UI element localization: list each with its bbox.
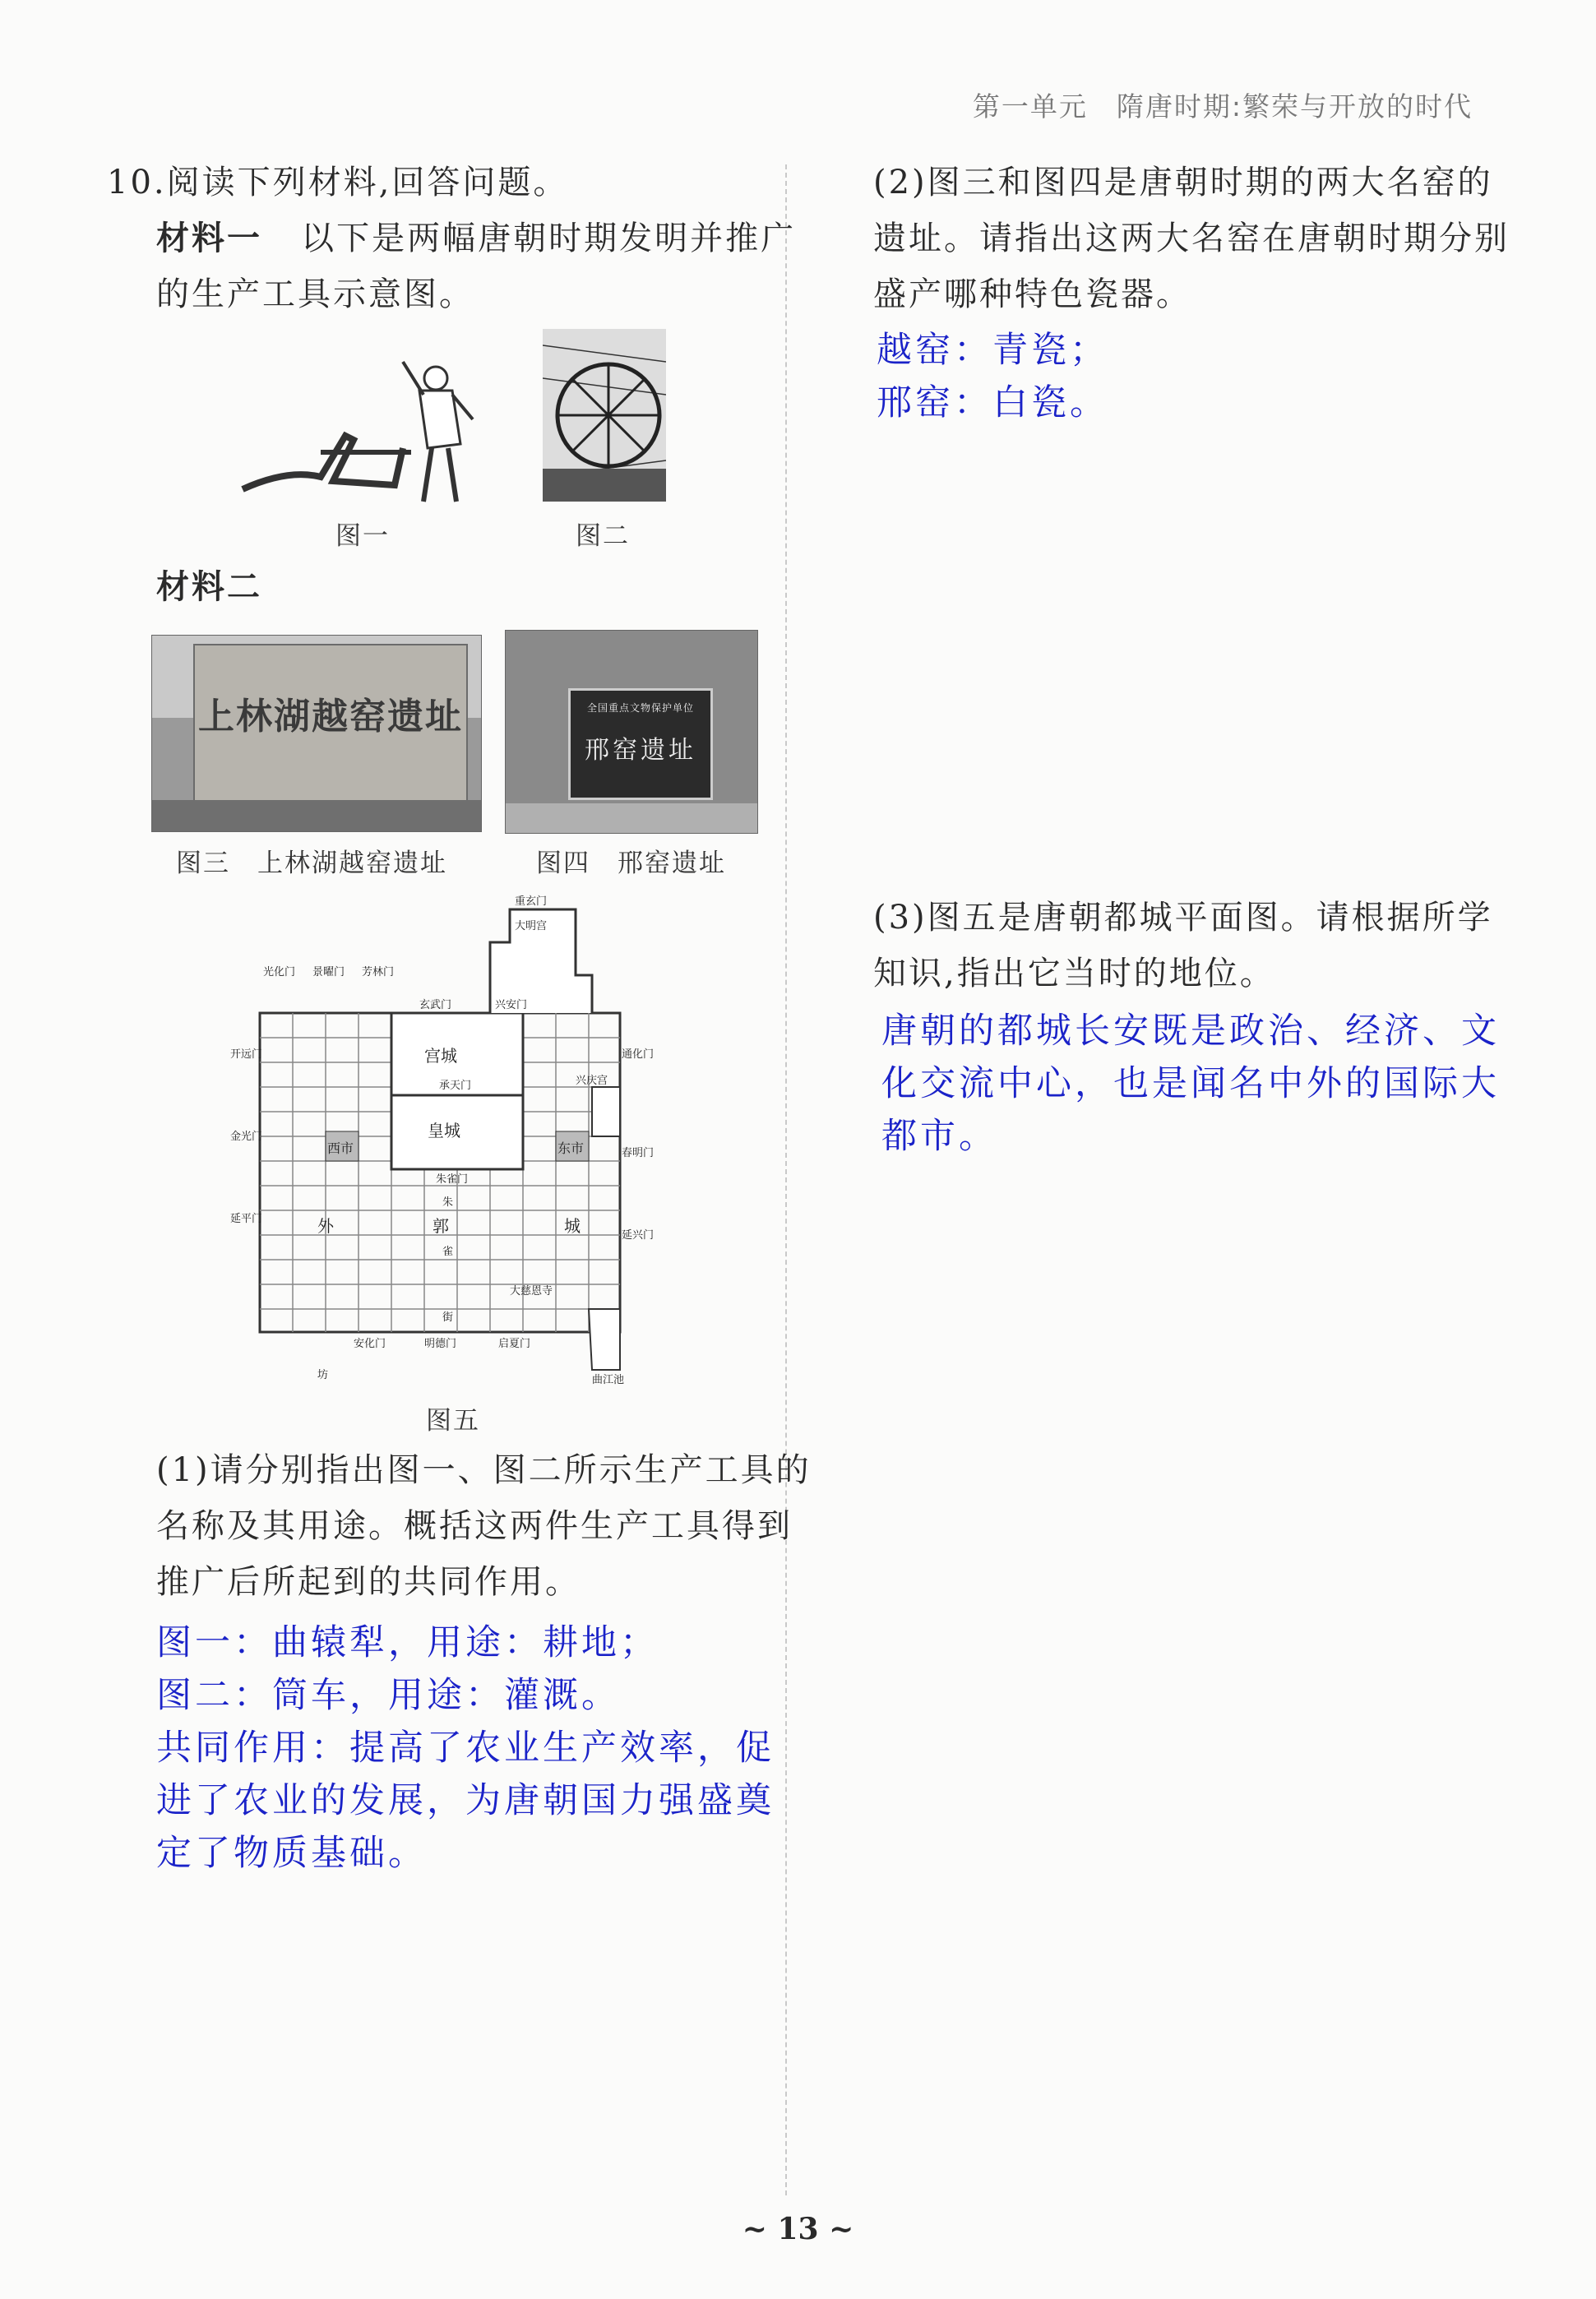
sub3-answer-line: 化交流中心，也是闻名中外的国际大 <box>881 1063 1500 1104</box>
map-gate-south-3: 启夏门 <box>498 1338 531 1350</box>
map-label-street-3: 街 <box>442 1311 454 1324</box>
map-gate-south-1: 安化门 <box>354 1338 386 1350</box>
figure1-caption: 图一 <box>335 521 390 551</box>
map-label-daming: 大明宫 <box>515 920 548 932</box>
sub3-answer <box>881 1005 1500 1163</box>
material1-text-2: 的生产工具示意图。 <box>156 275 474 313</box>
sub1-answer-line: 进了农业的发展，为唐朝国力强盛奠 <box>156 1780 775 1821</box>
figure5-caption: 图五 <box>426 1406 480 1436</box>
sub2-answer-line: 越窑：青瓷； <box>877 330 1108 371</box>
map-label-xingqing: 兴庆宫 <box>576 1075 608 1087</box>
sub3-question <box>873 890 1493 1001</box>
map-label-fang: 坊 <box>317 1369 329 1381</box>
sub3-answer-line: 唐朝的都城长安既是政治、经济、文 <box>881 1011 1500 1052</box>
map-gate-top-5: 兴安门 <box>495 999 528 1011</box>
map-gate-west-3: 延平门 <box>230 1213 263 1225</box>
sub1-answer-line: 共同作用：提高了农业生产效率，促 <box>156 1728 775 1769</box>
figure3-stone-text: 上林湖越窑遗址 <box>198 696 463 738</box>
sub1-answer-line: 定了物质基础。 <box>156 1833 427 1874</box>
map-gate-east-1: 通化门 <box>622 1048 655 1061</box>
figure4-caption: 图四 邢窑遗址 <box>536 849 726 878</box>
map-gate-top-1: 光化门 <box>263 966 296 978</box>
page-number: ~ 13 ~ <box>742 2212 854 2246</box>
figure4-plaque-text: 邢窑遗址 <box>585 736 696 765</box>
map-label-outer-3: 城 <box>564 1216 581 1236</box>
map-gate-east-2: 春明门 <box>622 1147 655 1159</box>
sub3-answer-line: 都市。 <box>881 1116 997 1157</box>
map-gate-top-3: 芳林门 <box>362 966 395 978</box>
map-gate-south-2: 明德门 <box>424 1338 457 1350</box>
map-label-gongcheng: 宫城 <box>424 1046 457 1066</box>
map-label-outer-1: 外 <box>317 1216 334 1236</box>
figure5-map <box>230 893 658 1390</box>
figure2-waterwheel-illustration <box>543 329 666 502</box>
question-title: 10.阅读下列材料,回答问题。 <box>107 164 569 201</box>
figure4-plaque-small: 全国重点文物保护单位 <box>586 702 694 714</box>
map-label-chengtianmen: 承天门 <box>439 1080 472 1092</box>
map-gate-top-2: 景曜门 <box>312 966 345 978</box>
sub1-question-line: 推广后所起到的共同作用。 <box>156 1563 581 1601</box>
sub1-answer-line: 图二：筒车，用途：灌溉。 <box>156 1675 620 1716</box>
material1-label: 材料一 <box>156 220 262 257</box>
figure2-caption: 图二 <box>576 521 630 551</box>
map-label-zhuquemen: 朱雀门 <box>436 1173 469 1186</box>
sub2-question <box>873 155 1510 322</box>
sub1-answer-line: 图一：曲辕犁，用途：耕地； <box>156 1622 659 1663</box>
map-gate-west-1: 开远门 <box>230 1048 263 1061</box>
map-label-street-2: 雀 <box>442 1246 454 1258</box>
figure4-photo <box>505 630 758 834</box>
sub1-question-line: 名称及其用途。概括这两件生产工具得到 <box>156 1507 793 1545</box>
map-label-dayan: 大慈恩寺 <box>510 1285 553 1298</box>
map-gate-top-4: 玄武门 <box>419 999 452 1011</box>
material1-text: 以下是两幅唐朝时期发明并推广 <box>301 220 797 257</box>
sub2-answer-line: 邢窑：白瓷。 <box>877 382 1108 423</box>
map-label-street-1: 朱 <box>442 1196 454 1209</box>
map-label-outer-2: 郭 <box>433 1216 449 1236</box>
map-gate-east-3: 延兴门 <box>622 1229 655 1242</box>
figure3-photo <box>151 635 482 832</box>
sub2-question-line: 盛产哪种特色瓷器。 <box>873 275 1191 313</box>
sub1-question <box>156 1442 812 1610</box>
map-label-qujiang: 曲江池 <box>592 1374 625 1386</box>
column-divider <box>785 164 787 2195</box>
figure3-caption: 图三 上林湖越窑遗址 <box>176 849 447 878</box>
sub3-question-line: (3)图五是唐朝都城平面图。请根据所学 <box>873 899 1493 937</box>
figure1-plow-illustration <box>238 345 485 510</box>
map-label-huangcheng: 皇城 <box>428 1121 460 1140</box>
sub2-answer <box>877 324 1108 429</box>
sub2-question-line: 遗址。请指出这两大名窑在唐朝时期分别 <box>873 220 1510 257</box>
map-gate-west-2: 金光门 <box>230 1131 263 1143</box>
material2-label: 材料二 <box>156 568 262 606</box>
map-gate-top-6: 重玄门 <box>515 895 548 908</box>
map-label-east-market: 东市 <box>557 1140 585 1156</box>
sub1-answer <box>156 1617 775 1880</box>
map-label-west-market: 西市 <box>327 1140 354 1156</box>
sub1-question-line: (1)请分别指出图一、图二所示生产工具的 <box>156 1451 812 1489</box>
page-header: 第一单元 隋唐时期:繁荣与开放的时代 <box>972 90 1473 123</box>
sub2-question-line: (2)图三和图四是唐朝时期的两大名窑的 <box>873 164 1493 201</box>
sub3-question-line: 知识,指出它当时的地位。 <box>873 955 1275 992</box>
